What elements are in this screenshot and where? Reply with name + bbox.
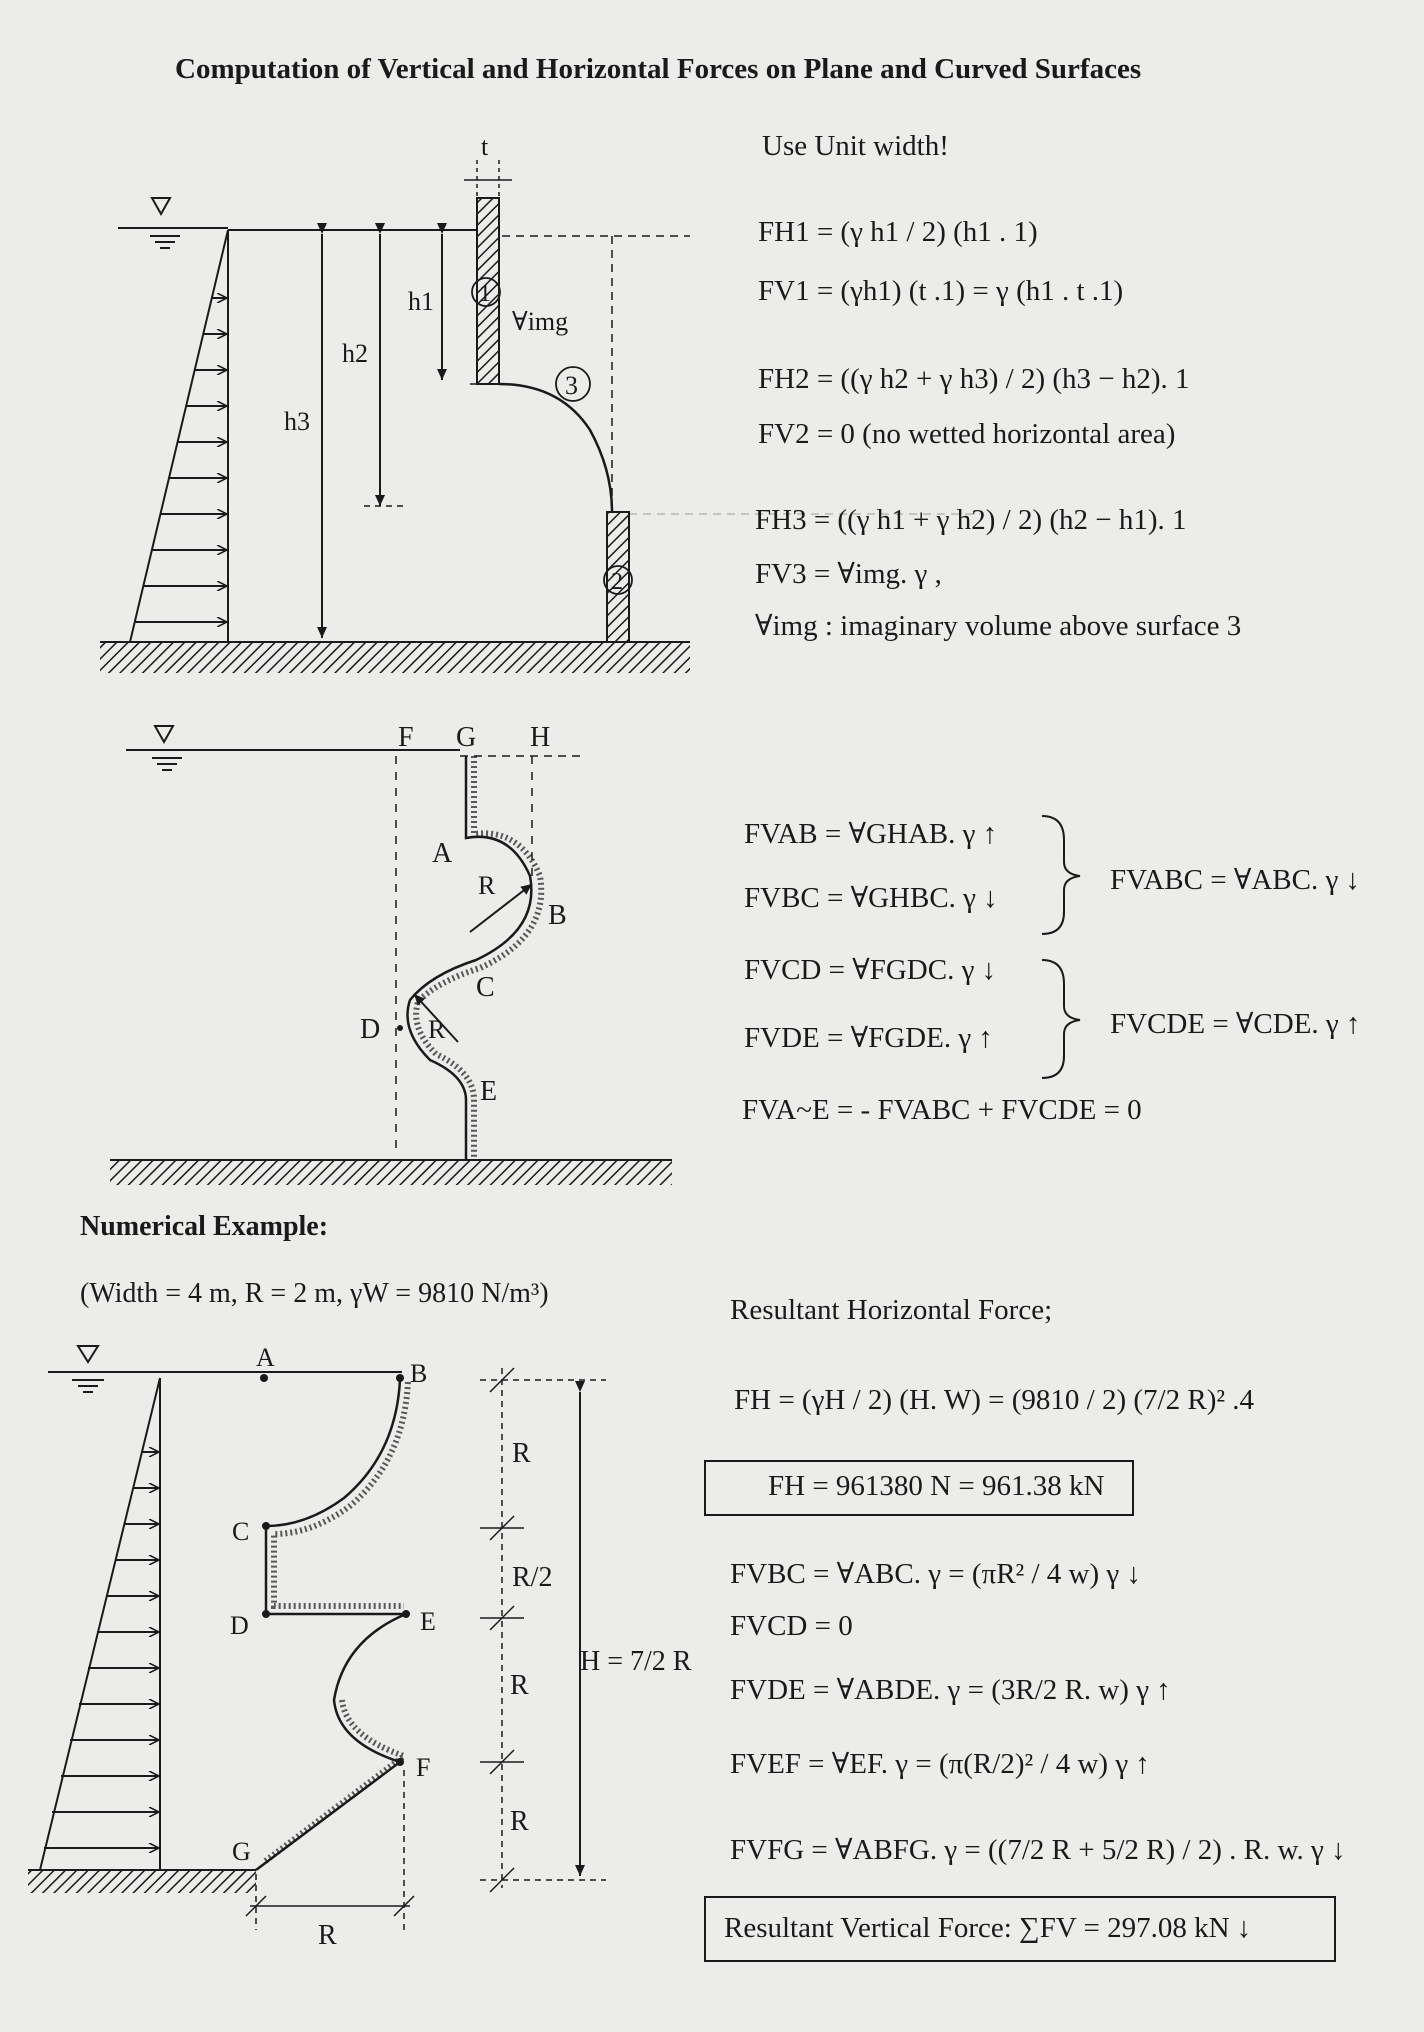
point-G: G [456, 722, 477, 753]
eq-fvab: FVAB = ∀GHAB. γ ↑ [744, 818, 998, 850]
water-surface-icon-3 [48, 1346, 402, 1392]
eq-fvbc-num: FVBC = ∀ABC. γ = (πR² / 4 w) γ ↓ [730, 1558, 1141, 1590]
point-C: C [476, 972, 495, 1003]
eq-fv3: FV3 = ∀img. γ , [755, 558, 942, 590]
radius-R-2: R [428, 1015, 446, 1044]
point-B: B [548, 900, 567, 931]
label-h2: h2 [342, 339, 368, 368]
eq-fvcde: FVCDE = ∀CDE. γ ↑ [1110, 1008, 1361, 1040]
label-t: t [481, 132, 489, 161]
horizontal-heading: Resultant Horizontal Force; [730, 1294, 1053, 1326]
eq-fva-e: FVA~E = - FVABC + FVCDE = 0 [742, 1094, 1142, 1126]
point-A: A [432, 838, 453, 869]
dim-R-1: R [512, 1438, 531, 1469]
unit-width-note: Use Unit width! [762, 130, 949, 162]
eq-vimg-def: ∀img : imaginary volume above surface 3 [755, 610, 1242, 642]
radius-R-1: R [478, 871, 496, 900]
eq-fh1: FH1 = (γ h1 / 2) (h1 . 1) [758, 216, 1038, 248]
ex-bottom-R: R [318, 1920, 337, 1951]
eq-fvcd-num: FVCD = 0 [730, 1610, 853, 1642]
surface-2-number: 2 [611, 569, 623, 595]
point-H: H [530, 722, 551, 753]
dim-R-2: R [510, 1670, 529, 1701]
point-E: E [480, 1076, 498, 1107]
fv-result: Resultant Vertical Force: ∑FV = 297.08 kN ↓ [724, 1912, 1252, 1944]
eq-fvabc: FVABC = ∀ABC. γ ↓ [1110, 864, 1361, 896]
eq-fh3: FH3 = ((γ h1 + γ h2) / 2) (h2 − h1). 1 [755, 504, 1187, 536]
eq-fh2: FH2 = ((γ h2 + γ h3) / 2) (h3 − h2). 1 [758, 363, 1190, 395]
pressure-distribution-3 [40, 1378, 160, 1870]
dim-R-half: R/2 [512, 1562, 553, 1593]
example-params: (Width = 4 m, R = 2 m, γW = 9810 N/m³) [80, 1278, 549, 1309]
ex-point-A: A [256, 1343, 275, 1372]
eq-fh: FH = (γH / 2) (H. W) = (9810 / 2) (7/2 R)² .4 [734, 1384, 1255, 1416]
example-heading: Numerical Example: [80, 1211, 329, 1242]
eq-fv2: FV2 = 0 (no wetted horizontal area) [758, 418, 1176, 450]
eq-fvbc: FVBC = ∀GHBC. γ ↓ [744, 882, 998, 914]
label-vimg: ∀img [512, 307, 569, 336]
surface-3-number: 3 [565, 371, 578, 400]
fh-result: FH = 961380 N = 961.38 kN [768, 1470, 1105, 1502]
page-title: Computation of Vertical and Horizontal Forces on Plane and Curved Surfaces [175, 53, 1142, 85]
eq-fvfg-num: FVFG = ∀ABFG. γ = ((7/2 R + 5/2 R) / 2) . R. w. γ ↓ [730, 1834, 1346, 1866]
dim-total-height: H = 7/2 R [580, 1646, 692, 1677]
eq-fv1: FV1 = (γh1) (t .1) = γ (h1 . t .1) [758, 275, 1124, 307]
label-h1: h1 [408, 287, 434, 316]
ex-point-D: D [230, 1611, 249, 1640]
example-wall-profile [256, 1380, 406, 1870]
surface-1-number: 1 [479, 281, 491, 307]
eq-fvef-num: FVEF = ∀EF. γ = (π(R/2)² / 4 w) γ ↑ [730, 1748, 1150, 1780]
dim-R-3: R [510, 1806, 529, 1837]
point-F: F [398, 722, 414, 753]
ex-point-F: F [416, 1753, 431, 1782]
ex-point-G: G [232, 1837, 251, 1866]
eq-fvde-num: FVDE = ∀ABDE. γ = (3R/2 R. w) γ ↑ [730, 1674, 1171, 1706]
point-D: D [360, 1014, 381, 1045]
ex-point-C: C [232, 1517, 250, 1546]
eq-fvde: FVDE = ∀FGDE. γ ↑ [744, 1022, 993, 1054]
eq-fvcd: FVCD = ∀FGDC. γ ↓ [744, 954, 997, 986]
label-h3: h3 [284, 407, 310, 436]
ex-point-E: E [420, 1607, 436, 1636]
ex-point-B: B [410, 1359, 428, 1388]
